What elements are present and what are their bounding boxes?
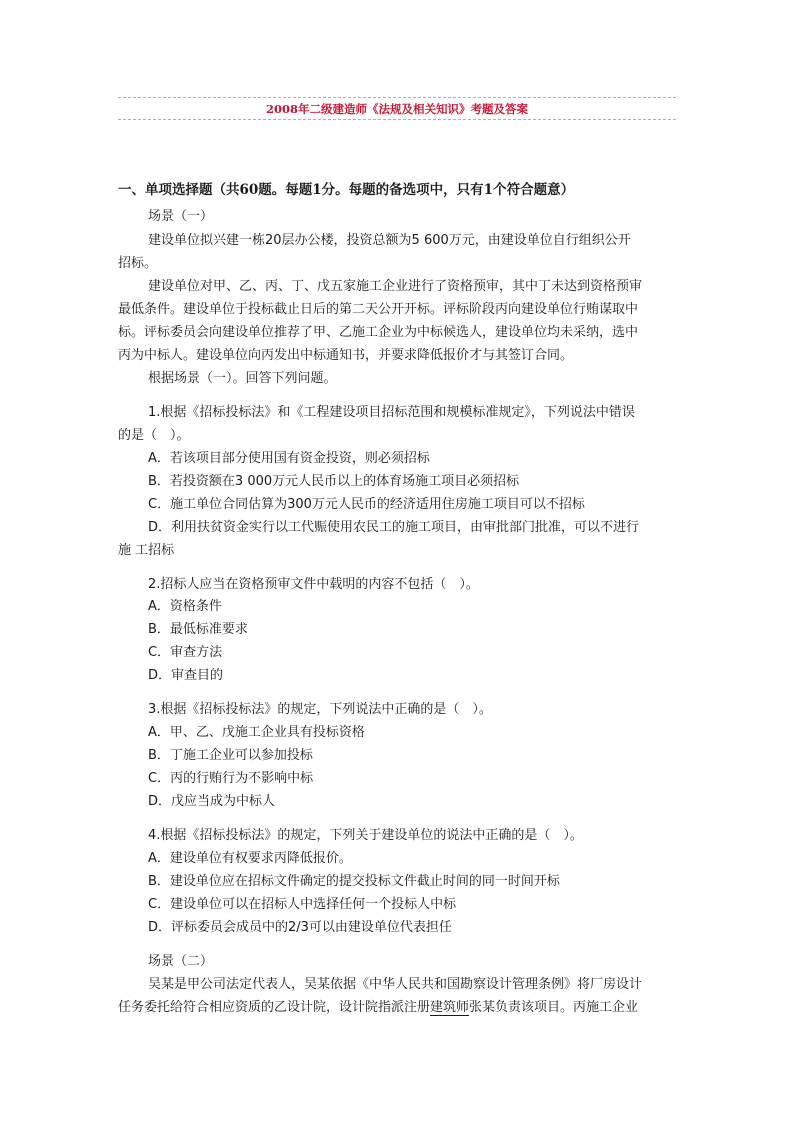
scenario-1-paragraph-1-line-1: 建设单位拟兴建一栋20层办公楼，投资总额为5 600万元，由建设单位自行组织公开: [148, 233, 631, 248]
scenario-1-paragraph-2-line-1: 建设单位对甲、乙、丙、丁、戊五家施工企业进行了资格预审，其中丁未达到资格预审: [148, 279, 643, 294]
question-2-stem: 2.招标人应当在资格预审文件中载明的内容不包括（ ）。: [148, 577, 479, 592]
question-3-option-c: C．丙的行贿行为不影响中标: [148, 771, 314, 786]
question-2-option-b: B．最低标准要求: [148, 622, 248, 637]
question-4-option-a: A．建设单位有权要求丙降低报价。: [148, 851, 352, 866]
question-1-option-a: A．若该项目部分使用国有资金投资，则必须招标: [148, 451, 430, 466]
question-1-option-c: C．施工单位合同估算为300万元人民币的经济适用住房施工项目可以不招标: [148, 497, 585, 512]
question-4-option-c: C．建设单位可以在招标人中选择任何一个投标人中标: [148, 897, 457, 912]
question-3-stem: 3.根据《招标投标法》的规定，下列说法中正确的是（ ）。: [148, 702, 492, 717]
question-4-option-d: D．评标委员会成员中的2/3可以由建设单位代表担任: [148, 920, 452, 935]
question-1-stem-line-1: 1.根据《招标投标法》和《工程建设项目招标范围和规模标准规定》，下列说法中错误: [148, 405, 635, 420]
question-2-option-a: A．资格条件: [148, 599, 222, 614]
scenario-1-instruction: 根据场景（一）。回答下列问题。: [148, 371, 337, 386]
document-title: 2008年二级建造师《法规及相关知识》考题及答案: [265, 102, 528, 116]
architect-link[interactable]: 建筑师: [430, 1000, 470, 1015]
scenario-2-line-2-text-after: 张某负责该项目。丙施工企业: [469, 1000, 639, 1015]
scenario-1-label: 场景（一）: [148, 209, 214, 224]
title-bottom-rule: [118, 119, 676, 120]
question-3-option-d: D．戊应当成为中标人: [148, 794, 276, 809]
question-1-stem-line-2: 的是（ ）。: [118, 428, 190, 443]
question-1-option-d-line-1: D．利用扶贫资金实行以工代赈使用农民工的施工项目，由审批部门批准，可以不进行: [148, 520, 640, 535]
question-4-stem: 4.根据《招标投标法》的规定，下列关于建设单位的说法中正确的是（ ）。: [148, 828, 583, 843]
scenario-1-paragraph-2-line-2: 最低条件。建设单位于投标截止日后的第二天公开开标。评标阶段丙向建设单位行贿谋取中: [118, 302, 639, 317]
question-4-option-b: B．建设单位应在招标文件确定的提交投标文件截止时间的同一时间开标: [148, 874, 560, 889]
scenario-2-line-1: 吴某是甲公司法定代表人，吴某依据《中华人民共和国勘察设计管理条例》将厂房设计: [148, 977, 643, 992]
question-3-option-a: A．甲、乙、戊施工企业具有投标资格: [148, 725, 365, 740]
scenario-2-label: 场景（二）: [148, 954, 214, 969]
question-2-option-d: D．审查目的: [148, 668, 224, 683]
title-top-rule: [118, 97, 676, 98]
scenario-2-line-2: [118, 1000, 638, 1016]
question-1-option-b: B．若投资额在3 000万元人民币以上的体育场施工项目必须招标: [148, 474, 520, 489]
question-3-option-b: B．丁施工企业可以参加投标: [148, 748, 313, 763]
question-2-option-c: C．审查方法: [148, 645, 223, 660]
section-heading: 一、单项选择题（共60题。每题1分。每题的备选项中，只有1个符合题意）: [118, 182, 575, 198]
scenario-2-line-2-text-before: 任务委托给符合相应资质的乙设计院，设计院指派注册: [118, 1000, 431, 1015]
scenario-1-paragraph-2-line-3: 标。评标委员会向建设单位推荐了甲、乙施工企业为中标候选人，建设单位均未采纳，选中: [118, 325, 639, 340]
question-1-option-d-line-2: 施 工招标: [118, 543, 175, 558]
scenario-1-paragraph-2-line-4: 丙为中标人。建设单位向丙发出中标通知书，并要求降低报价才与其签订合同。: [118, 348, 574, 363]
scenario-1-paragraph-1-line-2: 招标。: [118, 256, 158, 271]
